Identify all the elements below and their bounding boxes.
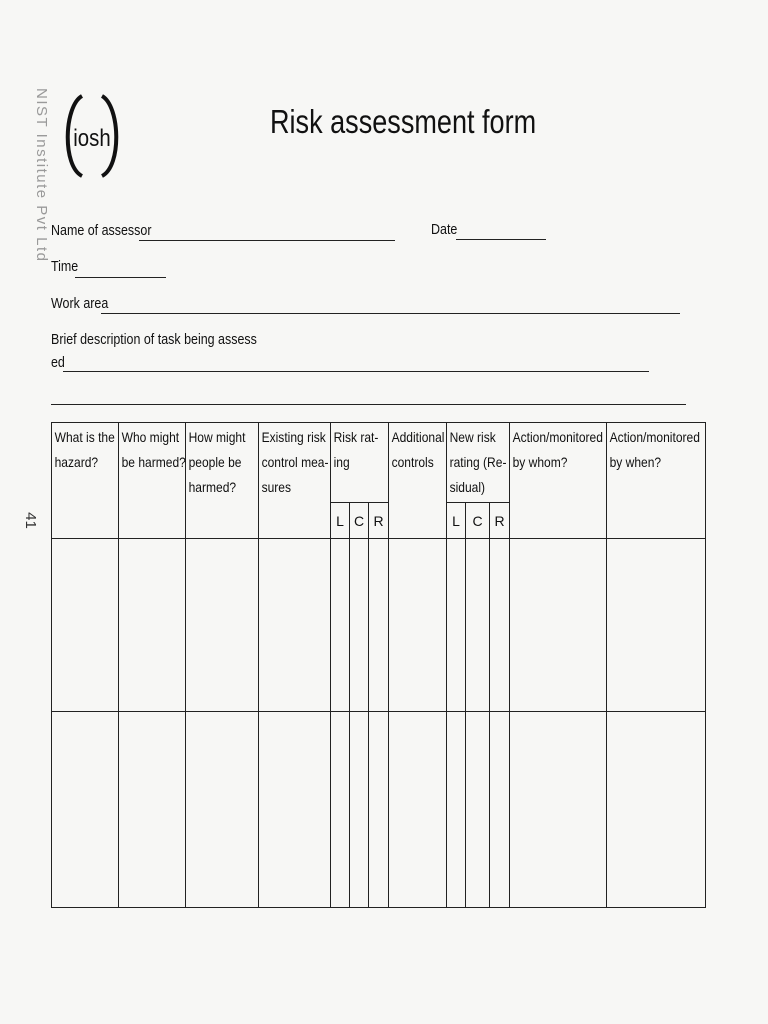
- table-cell[interactable]: [447, 712, 466, 908]
- table-cell[interactable]: [350, 712, 369, 908]
- date-input-line[interactable]: [456, 239, 546, 240]
- date-label: Date: [431, 222, 458, 238]
- risk-l-header: L: [331, 503, 350, 539]
- table-cell[interactable]: [466, 539, 490, 712]
- time-input-line[interactable]: [75, 277, 166, 278]
- svg-text:iosh: iosh: [73, 124, 111, 152]
- col-header-action-whom: Action/monitored by whom?: [510, 423, 607, 539]
- new-risk-c-header: C: [466, 503, 490, 539]
- assessor-input-line[interactable]: [139, 240, 395, 241]
- table-cell[interactable]: [447, 539, 466, 712]
- col-header-existing-controls: Existing risk control mea- sures: [259, 423, 331, 539]
- table-cell[interactable]: [510, 539, 607, 712]
- iosh-logo: [60, 92, 124, 180]
- assessor-label: Name of assessor: [51, 223, 152, 239]
- table-header-row: [52, 423, 706, 503]
- table-cell[interactable]: [119, 539, 186, 712]
- table-cell[interactable]: [350, 539, 369, 712]
- table-row: [52, 539, 706, 712]
- col-header-how-harmed: How might people be harmed?: [186, 423, 259, 539]
- work-area-input-line[interactable]: [101, 313, 680, 314]
- page-number: 41: [21, 512, 39, 529]
- table-cell[interactable]: [259, 712, 331, 908]
- table-cell[interactable]: [186, 712, 259, 908]
- table-cell[interactable]: [466, 712, 490, 908]
- table-cell[interactable]: [607, 712, 706, 908]
- form-title: Risk assessment form: [270, 103, 537, 140]
- time-label: Time: [51, 259, 79, 275]
- table-cell[interactable]: [119, 712, 186, 908]
- task-description-input-line[interactable]: [63, 371, 649, 372]
- table-cell[interactable]: [389, 712, 447, 908]
- table-cell[interactable]: [52, 712, 119, 908]
- table-cell[interactable]: [490, 539, 510, 712]
- table-cell[interactable]: [331, 712, 350, 908]
- new-risk-r-header: R: [490, 503, 510, 539]
- task-description-label: Brief description of task being assess: [51, 332, 257, 348]
- table-cell[interactable]: [607, 539, 706, 712]
- table-cell[interactable]: [186, 539, 259, 712]
- table-cell[interactable]: [510, 712, 607, 908]
- col-header-who-harmed: Who might be harmed?: [119, 423, 186, 539]
- work-area-label: Work area: [51, 296, 109, 312]
- new-risk-l-header: L: [447, 503, 466, 539]
- task-description-label-cont: ed: [51, 355, 65, 371]
- task-description-input-line-2[interactable]: [51, 404, 686, 405]
- col-header-new-risk-rating: New risk rating (Re- sidual): [447, 423, 510, 503]
- col-header-action-when: Action/monitored by when?: [607, 423, 706, 539]
- side-watermark-text: NIST Institute Pvt Ltd: [33, 88, 50, 263]
- risk-assessment-table: [51, 422, 706, 908]
- table-cell[interactable]: [259, 539, 331, 712]
- risk-c-header: C: [350, 503, 369, 539]
- table-cell[interactable]: [490, 712, 510, 908]
- table-cell[interactable]: [369, 712, 389, 908]
- col-header-hazard: What is the hazard?: [52, 423, 119, 539]
- col-header-additional-controls: Additional controls: [389, 423, 447, 539]
- table-cell[interactable]: [369, 539, 389, 712]
- table-cell[interactable]: [389, 539, 447, 712]
- table-cell[interactable]: [331, 539, 350, 712]
- iosh-logo-icon: [60, 92, 124, 180]
- col-header-risk-rating: Risk rat- ing: [331, 423, 389, 503]
- table-row: [52, 712, 706, 908]
- table-cell[interactable]: [52, 539, 119, 712]
- risk-r-header: R: [369, 503, 389, 539]
